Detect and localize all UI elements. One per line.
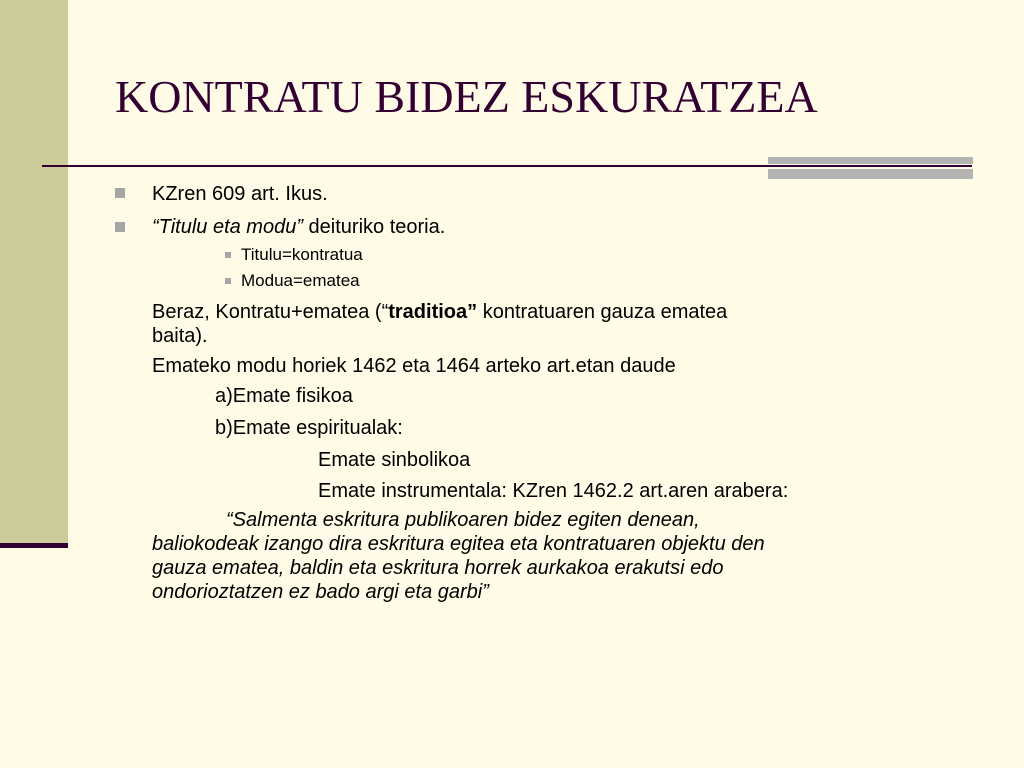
bullet-item-2-italic: “Titulu eta modu”	[152, 216, 303, 238]
slide-title: KONTRATU BIDEZ ESKURATZEA	[115, 71, 818, 122]
paragraph-emate-instrumentala: Emate instrumentala: KZren 1462.2 art.aren arabera:	[318, 480, 789, 502]
accent-bar-bottom	[768, 169, 973, 179]
bullet-item-1	[152, 182, 328, 206]
paragraph-emate-sinbolikoa: Emate sinbolikoa	[318, 449, 471, 471]
left-strip-accent-bar	[0, 543, 68, 548]
paragraph-beraz-bold: traditioa”	[388, 301, 478, 323]
quote-line: “Salmenta eskritura publikoaren bidez egiten denean,	[226, 509, 700, 531]
bullet-item-2	[152, 215, 445, 239]
accent-bar-top	[768, 157, 973, 164]
paragraph-emate-espiritualak: b)Emate espiritualak:	[215, 417, 403, 439]
square-bullet-icon	[115, 222, 125, 232]
legal-quote	[152, 508, 952, 604]
sub-bullet-item-1: Titulu=kontratua	[241, 245, 363, 264]
bullet-item-1-text: KZren 609 art. Ikus.	[152, 183, 328, 205]
paragraph-emate-fisikoa: a)Emate fisikoa	[215, 385, 353, 407]
paragraph-emateko: Emateko modu horiek 1462 eta 1464 arteko art.etan daude	[152, 355, 676, 377]
quote-line: baliokodeak izango dira eskritura egitea eta kontratuaren objektu den	[152, 533, 765, 555]
paragraph-beraz-prefix: Beraz, Kontratu+ematea (“	[152, 301, 389, 323]
title-divider	[42, 165, 972, 167]
sub-bullet-item-2: Modua=ematea	[241, 271, 360, 290]
paragraph-beraz	[152, 300, 727, 324]
quote-line: gauza ematea, baldin eta eskritura horrek aurkakoa erakutsi edo	[152, 557, 724, 579]
small-square-bullet-icon	[225, 252, 231, 258]
paragraph-beraz-line2: baita).	[152, 325, 208, 347]
bullet-item-2-rest: deituriko teoria.	[303, 216, 446, 238]
left-decorative-strip	[0, 0, 68, 546]
paragraph-beraz-suffix: kontratuaren gauza ematea	[477, 301, 728, 323]
quote-line: ondorioztatzen ez bado argi eta garbi”	[152, 581, 489, 603]
small-square-bullet-icon	[225, 278, 231, 284]
square-bullet-icon	[115, 188, 125, 198]
